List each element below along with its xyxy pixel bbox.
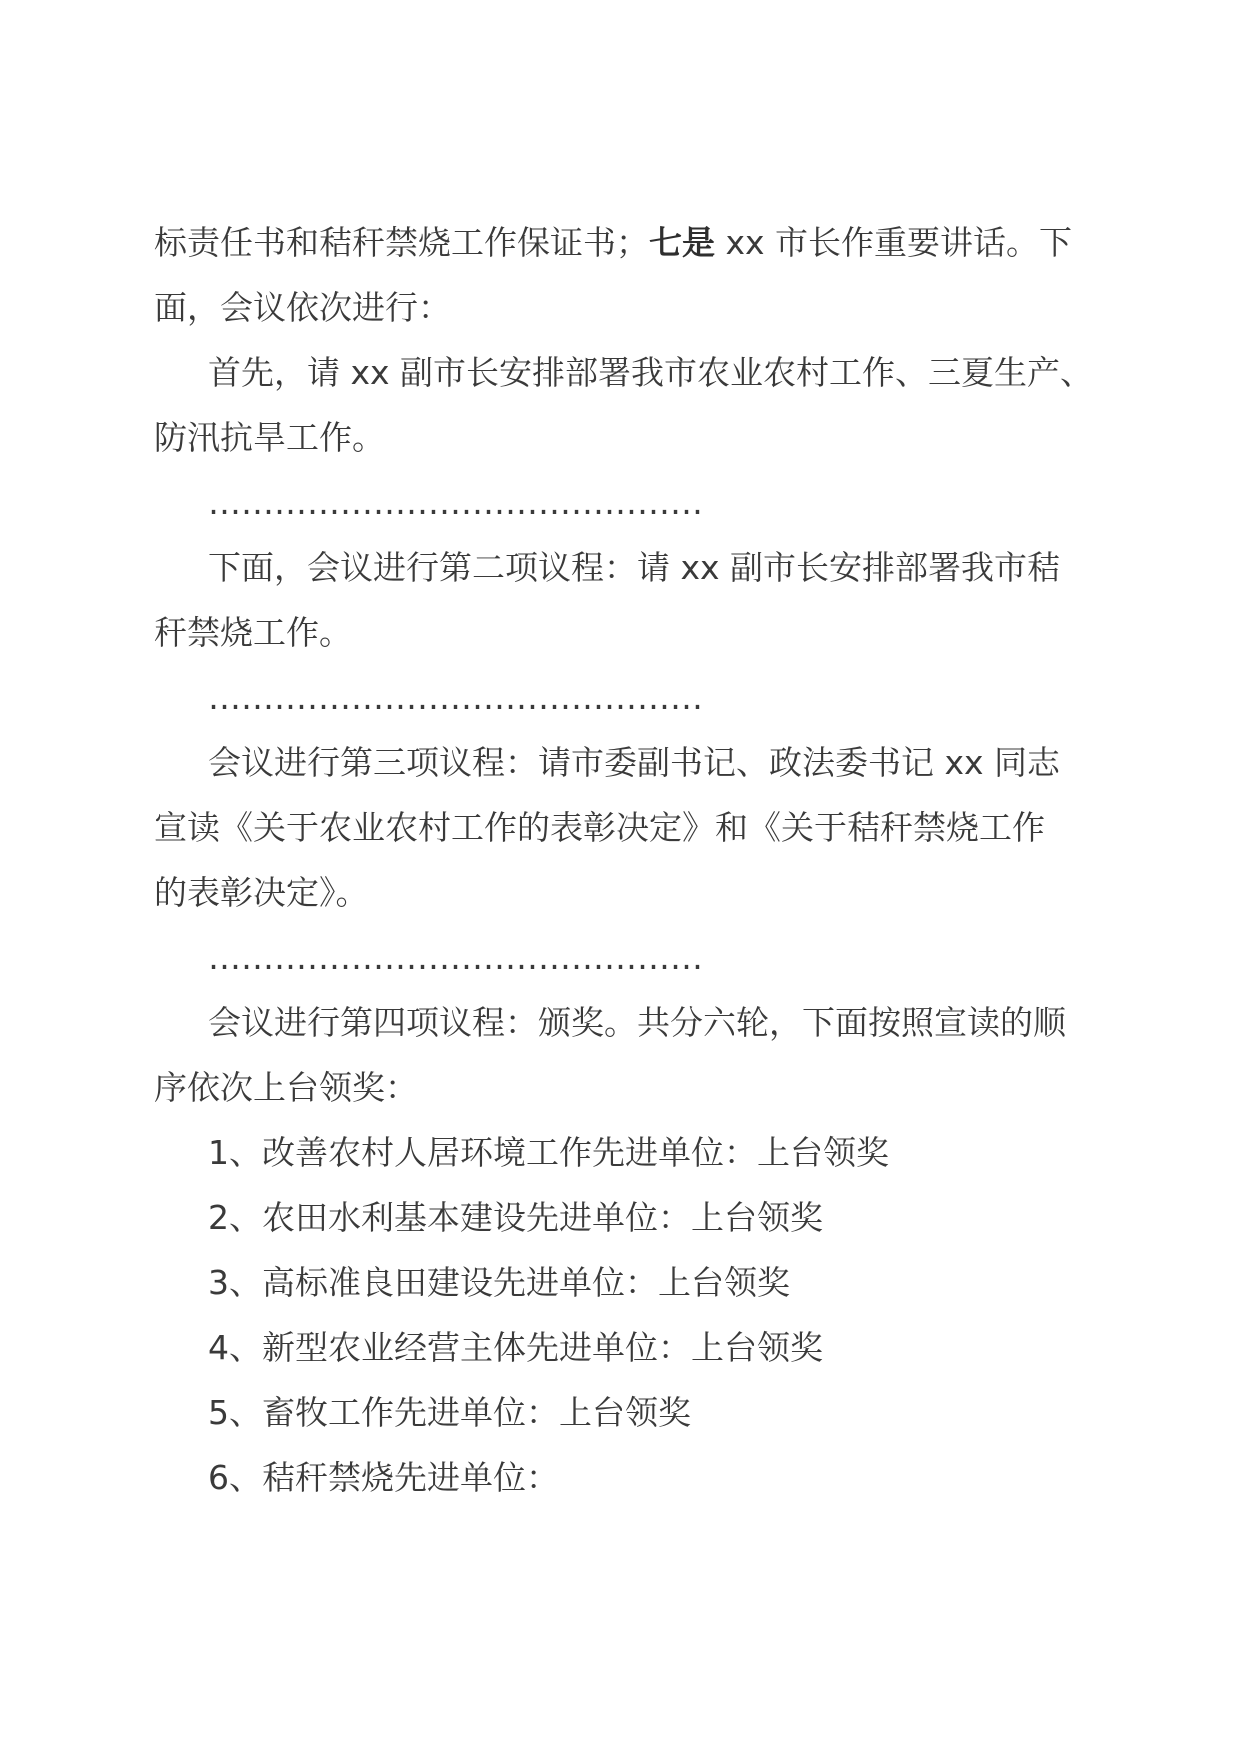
agenda-item-3-line-3: 的表彰决定》。 [154,873,369,912]
award-item: 6、秸秆禁烧先进单位： [208,1458,559,1497]
intro-text: 标责任书和秸秆禁烧工作保证书； [154,223,649,262]
agenda-item-3-line-1: 会议进行第三项议程：请市委副书记、政法委书记 xx 同志 [208,743,1061,782]
agenda-item-1-line-1: 首先，请 xx 副市长安排部署我市农业农村工作、三夏生产、 [208,353,1094,392]
award-item: 2、农田水利基本建设先进单位：上台领奖 [208,1198,823,1237]
intro-line-2: 面，会议依次进行： [154,288,451,327]
award-item: 5、畜牧工作先进单位：上台领奖 [208,1393,691,1432]
agenda-item-3-line-2: 宣读《关于农业农村工作的表彰决定》和《关于秸秆禁烧工作 [154,808,1045,847]
document-page [154,210,1094,1510]
award-item: 3、高标准良田建设先进单位：上台领奖 [208,1263,790,1302]
ellipsis-separator: ……………………………………… [208,938,703,977]
intro-line-1 [154,210,1094,275]
ellipsis-separator: ……………………………………… [208,483,703,522]
agenda-item-2-line-2: 秆禁烧工作。 [154,613,352,652]
award-item: 4、新型农业经营主体先进单位：上台领奖 [208,1328,823,1367]
bold-marker: 七是 [649,223,715,262]
agenda-item-2-line-1: 下面，会议进行第二项议程：请 xx 副市长安排部署我市秸 [208,548,1061,587]
agenda-item-4-line-2: 序依次上台领奖： [154,1068,418,1107]
agenda-item-1-line-2: 防汛抗旱工作。 [154,418,385,457]
intro-text: xx 市长作重要讲话。下 [715,223,1073,262]
ellipsis-separator: ……………………………………… [208,678,703,717]
agenda-item-4-line-1: 会议进行第四项议程：颁奖。共分六轮，下面按照宣读的顺 [208,1003,1066,1042]
award-item: 1、改善农村人居环境工作先进单位：上台领奖 [208,1133,889,1172]
